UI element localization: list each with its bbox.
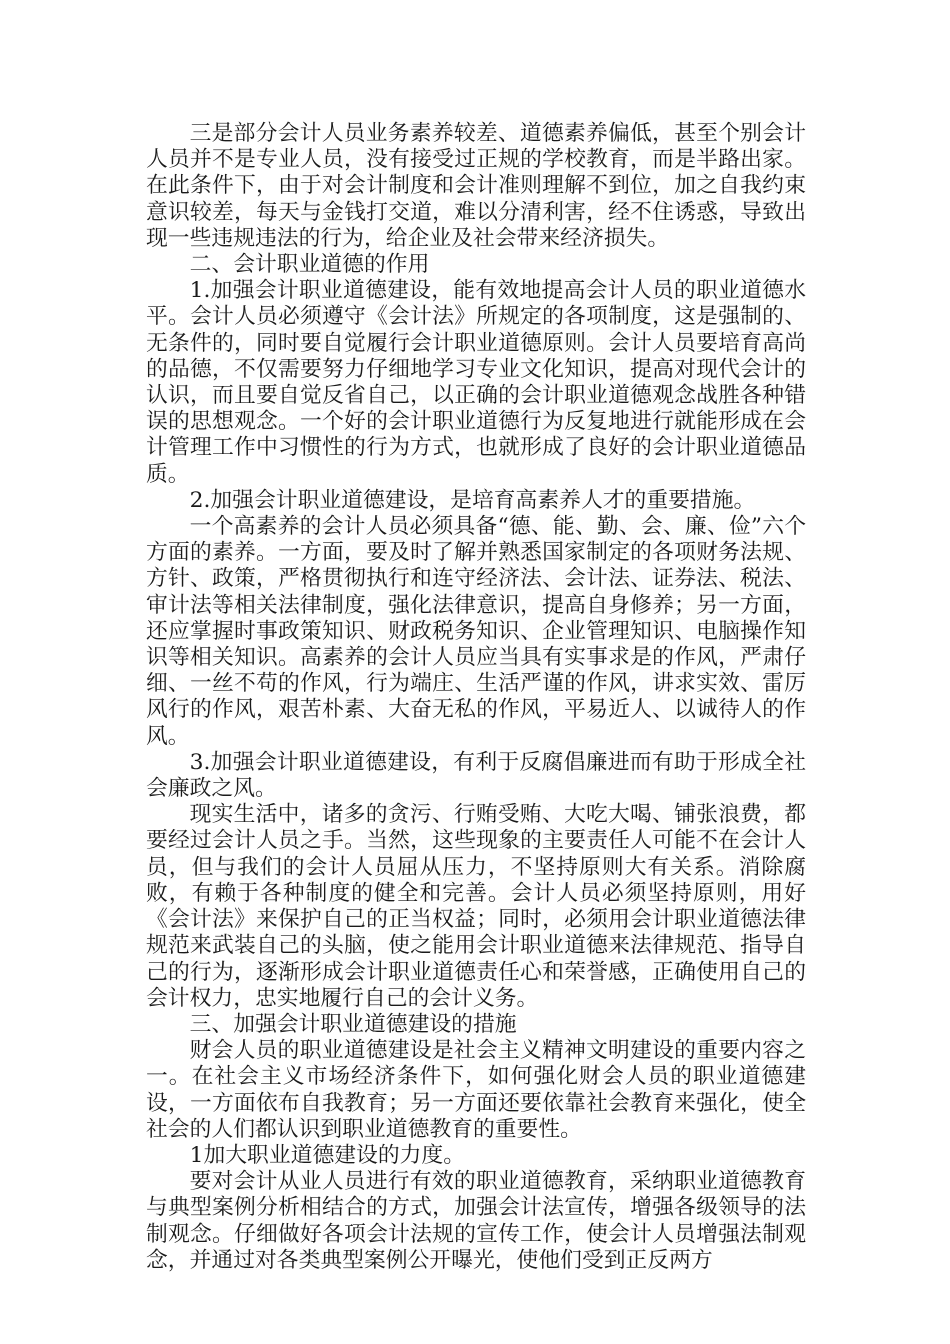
paragraph-point-2-title: 2.加强会计职业道德建设，是培育高素养人才的重要措施。: [189, 487, 756, 513]
paragraph-staff-quality: 三是部分会计人员业务素养较差、道德素养偏低，甚至个别会计人员并不是专业人员，没有接受过正规的学校教育，而是半路出家。在此条件下，由于对会计制度和会计准则理解不到位，加之自我约束意识较差，每天与金钱打交道，难以分清利害，经不住诱惑，导致出现一些违规违法的行为，给企业及社会带来经济损失。: [146, 121, 806, 251]
paragraph-measure-1-body: 要对会计从业人员进行有效的职业道德教育，采纳职业道德教育与典型案例分析相结合的方式，加强会计法宣传，增强各级领导的法制观念。仔细做好各项会计法规的宣传工作，使会计人员增强法制观念，并通过对各类典型案例公开曝光，使他们受到正反两方: [146, 1169, 806, 1273]
paragraph-point-3-title: 3.加强会计职业道德建设，有利于反腐倡廉进而有助于形成全社会廉政之风。: [146, 749, 806, 802]
paragraph-measure-1-title: 1加大职业道德建设的力度。: [189, 1142, 466, 1168]
paragraph-point-1: 1.加强会计职业道德建设，能有效地提高会计人员的职业道德水平。会计人员必须遵守《会计法》所规定的各项制度，这是强制的、无条件的，同时要自觉履行会计职业道德原则。会计人员要培育高尚的品德，不仅需要努力仔细地学习专业文化知识，提高对现代会计的认识，而且要自觉反省自己，以正确的会计职业道德观念战胜各种错误的思想观念。一个好的会计职业道德行为反复地进行就能形成在会计管理工作中习惯性的行为方式，也就形成了良好的会计职业道德品质。: [146, 278, 806, 487]
paragraph-point-2-body: 一个高素养的会计人员必须具备“德、能、勤、会、廉、俭”六个方面的素养。一方面，要及时了解并熟悉国家制定的各项财务法规、方针、政策，严格贯彻执行和连守经济法、会计法、证券法、税法、审计法等相关法律制度，强化法律意识，提高自身修养；另一方面，还应掌握时事政策知识、财政税务知识、企业管理知识、电脑操作知识等相关知识。高素养的会计人员应当具有实事求是的作风，严肃仔细、一丝不苟的作风，行为端庄、生活严谨的作风，讲求实效、雷厉风行的作风，艰苦朴素、大奋无私的作风，平易近人、以诚待人的作风。: [146, 514, 806, 749]
paragraph-measures-intro: 财会人员的职业道德建设是社会主义精神文明建设的重要内容之一。在社会主义市场经济条件下，如何强化财会人员的职业道德建设，一方面依布自我教育；另一方面还要依靠社会教育来强化，使全社会的人们都认识到职业道德教育的重要性。: [146, 1038, 806, 1142]
document-body: [146, 121, 806, 1274]
paragraph-point-3-body: 现实生活中，诸多的贪污、行贿受贿、大吃大喝、铺张浪费，都要经过会计人员之手。当然，这些现象的主要责任人可能不在会计人员，但与我们的会计人员屈从压力，不坚持原则大有关系。消除腐败，有赖于各种制度的健全和完善。会计人员必须坚持原则，用好《会计法》来保护自己的正当权益；同时，必须用会计职业道德法律规范来武装自己的头脑，使之能用会计职业道德来法律规范、指导自己的行为，逐渐形成会计职业道德责任心和荣誉感，正确使用自己的会计权力，忠实地履行自己的会计义务。: [146, 802, 806, 1011]
section-heading-2: 二、会计职业道德的作用: [189, 252, 430, 278]
section-heading-3: 三、加强会计职业道德建设的措施: [189, 1011, 517, 1037]
